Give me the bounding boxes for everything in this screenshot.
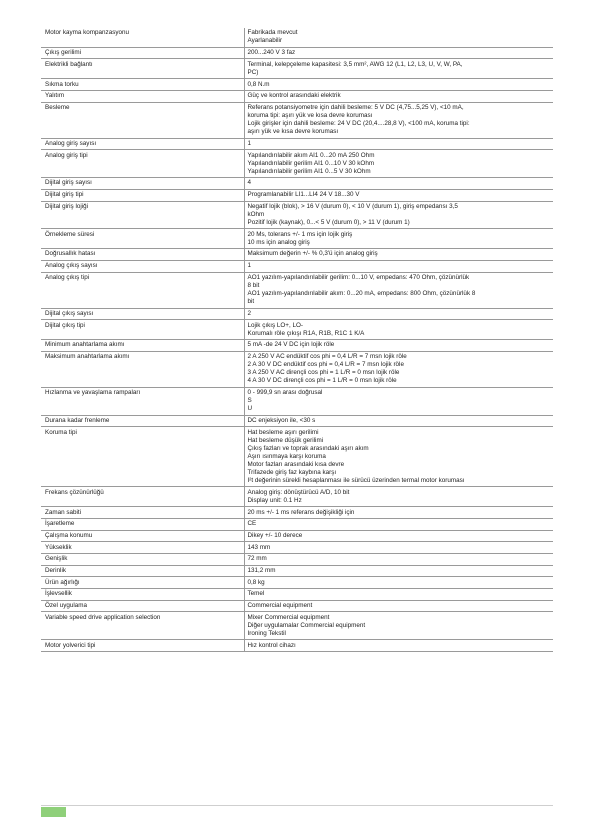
- spec-value: [244, 260, 553, 272]
- spec-value-line: 0,8 kg: [247, 578, 265, 586]
- spec-row: [41, 507, 553, 519]
- spec-label: Motor kayma kompanzasyonu: [41, 28, 244, 47]
- spec-value: [244, 387, 553, 415]
- spec-value-line: Yapılandırılabilir gerilim AI1 0...10 V 30 kOhm: [247, 159, 375, 167]
- spec-row: [41, 59, 553, 79]
- spec-value-line: Negatif lojik (blok), > 16 V (durum 0), < 10 V (durum 1), giriş empedansı 3,5: [247, 202, 458, 210]
- spec-label: İşaretleme: [41, 518, 244, 530]
- spec-label: Zaman sabiti: [41, 507, 244, 519]
- spec-label: İşlevsellik: [41, 589, 244, 601]
- spec-label: Motor yolverici tipi: [41, 640, 244, 652]
- spec-value-line: 131,2 mm: [247, 566, 276, 574]
- spec-value-line: Ayarlanabilir: [247, 37, 283, 45]
- spec-value-line: 0 - 999,9 sn arası doğrusal: [247, 388, 323, 396]
- spec-value: [244, 415, 553, 427]
- spec-value-line: Referans potansiyometre için dahili besleme: 5 V DC (4,75...5,25 V), <10 mA,: [247, 103, 464, 111]
- spec-label: Dijital çıkış tipi: [41, 320, 244, 340]
- spec-value-line: Commercial equipment: [247, 602, 313, 610]
- spec-label: Analog giriş tipi: [41, 150, 244, 178]
- spec-value: [244, 351, 553, 387]
- spec-value-line: 2 A 30 V DC endüktif cos phi = 0,4 L/R = 7 msn lojik röle: [247, 361, 404, 369]
- spec-value-line: Analog giriş: dönüştürücü A/D, 10 bit: [247, 488, 350, 496]
- spec-value-line: Aşırı ısınmaya karşı koruma: [247, 452, 326, 460]
- spec-row: [41, 178, 553, 190]
- spec-value-line: Dikey +/- 10 derece: [247, 531, 303, 539]
- spec-row: [41, 308, 553, 320]
- spec-row: [41, 415, 553, 427]
- spec-value-line: Diğer uygulamalar Commercial equipment: [247, 621, 366, 629]
- spec-value: [244, 47, 553, 59]
- spec-value-line: 1: [247, 139, 252, 147]
- spec-label: Dijital giriş tipi: [41, 189, 244, 201]
- spec-value-line: 0,8 N.m: [247, 80, 270, 88]
- spec-value-line: Maksimum değerin +/- % 0,3'ü için analog giriş: [247, 250, 378, 258]
- spec-value: [244, 640, 553, 652]
- spec-row: [41, 565, 553, 577]
- spec-label: Dijital çıkış sayısı: [41, 308, 244, 320]
- spec-value: [244, 90, 553, 102]
- spec-value: [244, 150, 553, 178]
- spec-value: [244, 229, 553, 249]
- spec-value-line: bit: [247, 298, 255, 306]
- spec-value-line: Lojik girişler için dahili besleme: 24 V DC (20,4....28,8 V), <100 mA, koruma tipi:: [247, 120, 470, 128]
- spec-label: Çalışma konumu: [41, 530, 244, 542]
- spec-label: Hızlanma ve yavaşlama rampaları: [41, 387, 244, 415]
- spec-table-body: [41, 28, 553, 652]
- spec-value-line: I²t değerinin sürekli hesaplanması ile sürücü üzerinden termal motor koruması: [247, 477, 465, 485]
- spec-value-line: 143 mm: [247, 543, 271, 551]
- spec-value-line: Yapılandırılabilir akım AI1 0...20 mA 250 Ohm: [247, 151, 375, 159]
- spec-value: [244, 102, 553, 138]
- spec-value-line: Çıkış fazları ve toprak arasındaki aşırı akım: [247, 444, 369, 452]
- spec-label: Sıkma torku: [41, 79, 244, 91]
- spec-row: [41, 249, 553, 261]
- spec-value-line: U: [247, 405, 253, 413]
- spec-label: Doğrusallık hatası: [41, 249, 244, 261]
- spec-row: [41, 589, 553, 601]
- spec-row: [41, 530, 553, 542]
- spec-value-line: koruma tipi: aşırı yük ve kısa devre koruması: [247, 112, 373, 120]
- spec-value-line: 20 ms +/- 1 ms referans değişikliği için: [247, 508, 355, 516]
- spec-row: [41, 201, 553, 229]
- spec-label: Çıkış gerilimi: [41, 47, 244, 59]
- spec-value: [244, 612, 553, 640]
- spec-value: [244, 530, 553, 542]
- spec-label: Besleme: [41, 102, 244, 138]
- spec-row: [41, 79, 553, 91]
- spec-value-line: Yapılandırılabilir gerilim AI1 0...5 V 30 kOhm: [247, 167, 371, 175]
- spec-value-line: Trifazede giriş faz kaybına karşı: [247, 468, 337, 476]
- spec-value: [244, 577, 553, 589]
- spec-value: [244, 189, 553, 201]
- spec-value-line: 10 ms için analog giriş: [247, 238, 310, 246]
- spec-label: Analog çıkış tipi: [41, 272, 244, 308]
- spec-label: Variable speed drive application selection: [41, 612, 244, 640]
- spec-value-line: Temel: [247, 590, 265, 598]
- spec-value: [244, 249, 553, 261]
- spec-value-line: CE: [247, 520, 257, 528]
- spec-value: [244, 600, 553, 612]
- spec-row: [41, 260, 553, 272]
- spec-value-line: 2: [247, 309, 252, 317]
- spec-value-line: kOhm: [247, 210, 265, 218]
- spec-label: Dijital giriş lojiği: [41, 201, 244, 229]
- spec-value-line: 72 mm: [247, 555, 267, 563]
- spec-value-line: PC): [247, 68, 259, 76]
- spec-value: [244, 589, 553, 601]
- spec-row: [41, 577, 553, 589]
- spec-label: Maksimum anahtarlama akımı: [41, 351, 244, 387]
- spec-row: [41, 387, 553, 415]
- spec-label: Derinlik: [41, 565, 244, 577]
- spec-value: [244, 518, 553, 530]
- spec-row: [41, 150, 553, 178]
- spec-row: [41, 518, 553, 530]
- spec-row: [41, 102, 553, 138]
- spec-label: Ürün ağırlığı: [41, 577, 244, 589]
- footer-divider: [41, 805, 553, 806]
- spec-table: [41, 28, 553, 652]
- spec-value-line: 2 A 250 V AC endüktif cos phi = 0,4 L/R = 7 msn lojik röle: [247, 352, 407, 360]
- spec-value-line: Pozitif lojik (kaynak), 0...< 5 V (durum 0), > 11 V (durum 1): [247, 219, 410, 227]
- spec-value-line: Display unit: 0.1 Hz: [247, 496, 302, 504]
- spec-value-line: AO1 yazılım-yapılandırılabilir gerilim: 0...10 V, empedans: 470 Ohm, çözünürlük: [247, 273, 470, 281]
- spec-value: [244, 427, 553, 487]
- spec-value-line: Terminal, kelepçeleme kapasitesi: 3,5 mm², AWG 12 (L1, L2, L3, U, V, W, PA,: [247, 60, 463, 68]
- spec-row: [41, 90, 553, 102]
- spec-label: Genişlik: [41, 554, 244, 566]
- spec-label: Koruma tipi: [41, 427, 244, 487]
- spec-value-line: Korumalı röle çıkışı R1A, R1B, R1C 1 K/A: [247, 329, 365, 337]
- spec-value: [244, 201, 553, 229]
- spec-value-line: S: [247, 397, 252, 405]
- spec-label: Yalıtım: [41, 90, 244, 102]
- spec-value-line: Hat besleme düşük gerilimi: [247, 436, 324, 444]
- spec-row: [41, 640, 553, 652]
- spec-value-line: Mixer Commercial equipment: [247, 613, 330, 621]
- spec-row: [41, 612, 553, 640]
- spec-value-line: DC enjeksiyon ile, <30 s: [247, 416, 316, 424]
- spec-value-line: Hız kontrol cihazı: [247, 641, 296, 649]
- spec-value-line: 5 mA -de 24 V DC için lojik röle: [247, 341, 335, 349]
- spec-row: [41, 138, 553, 150]
- spec-value: [244, 507, 553, 519]
- spec-value-line: 1: [247, 262, 252, 270]
- spec-label: Yükseklik: [41, 542, 244, 554]
- spec-row: [41, 320, 553, 340]
- spec-value: [244, 272, 553, 308]
- spec-row: [41, 47, 553, 59]
- spec-value-line: 20 Ms, tolerans +/- 1 ms için lojik giriş: [247, 230, 353, 238]
- spec-value: [244, 308, 553, 320]
- spec-row: [41, 340, 553, 352]
- spec-row: [41, 189, 553, 201]
- spec-value-line: 8 bit: [247, 281, 260, 289]
- spec-value: [244, 138, 553, 150]
- spec-row: [41, 427, 553, 487]
- spec-label: Örnekleme süresi: [41, 229, 244, 249]
- spec-value: [244, 178, 553, 190]
- footer-accent-tab: [41, 807, 66, 817]
- spec-value-line: Programlanabilir LI1...LI4 24 V 18...30 V: [247, 191, 360, 199]
- spec-value-line: AO1 yazılım-yapılandırılabilir akım: 0...20 mA, empedans: 800 Ohm, çözünürlük 8: [247, 290, 476, 298]
- spec-label: Özel uygulama: [41, 600, 244, 612]
- spec-row: [41, 229, 553, 249]
- spec-value: [244, 320, 553, 340]
- spec-value: [244, 79, 553, 91]
- spec-value: [244, 28, 553, 47]
- spec-value: [244, 59, 553, 79]
- spec-value: [244, 565, 553, 577]
- spec-value-line: Ironing Tekstil: [247, 629, 286, 637]
- spec-label: Elektrikli bağlantı: [41, 59, 244, 79]
- spec-value-line: 4 A 30 V DC dirençli cos phi = 1 L/R = 0 msn lojik röle: [247, 377, 397, 385]
- spec-label: Dijital giriş sayısı: [41, 178, 244, 190]
- spec-label: Frekans çözünürlüğü: [41, 487, 244, 507]
- spec-row: [41, 351, 553, 387]
- spec-label: Minimum anahtarlama akımı: [41, 340, 244, 352]
- spec-value-line: Güç ve kontrol arasındaki elektrik: [247, 92, 341, 100]
- spec-value-line: 4: [247, 179, 252, 187]
- spec-row: [41, 487, 553, 507]
- spec-value-line: 3 A 250 V AC dirençli cos phi = 1 L/R = 0 msn lojik röle: [247, 369, 400, 377]
- spec-value: [244, 542, 553, 554]
- spec-row: [41, 542, 553, 554]
- spec-label: Analog giriş sayısı: [41, 138, 244, 150]
- spec-row: [41, 28, 553, 47]
- spec-label: Analog çıkış sayısı: [41, 260, 244, 272]
- spec-value: [244, 554, 553, 566]
- spec-value-line: aşırı yük ve kısa devre koruması: [247, 128, 339, 136]
- spec-row: [41, 272, 553, 308]
- spec-row: [41, 600, 553, 612]
- spec-value: [244, 340, 553, 352]
- spec-value-line: Fabrikada mevcut: [247, 29, 298, 37]
- spec-label: Durana kadar frenleme: [41, 415, 244, 427]
- spec-value-line: Motor fazları arasındaki kısa devre: [247, 460, 345, 468]
- spec-value: [244, 487, 553, 507]
- spec-value-line: 200...240 V 3 faz: [247, 49, 296, 57]
- spec-value-line: Hat besleme aşırı gerilimi: [247, 428, 319, 436]
- spec-value-line: Lojik çıkış LO+, LO-: [247, 321, 303, 329]
- spec-row: [41, 554, 553, 566]
